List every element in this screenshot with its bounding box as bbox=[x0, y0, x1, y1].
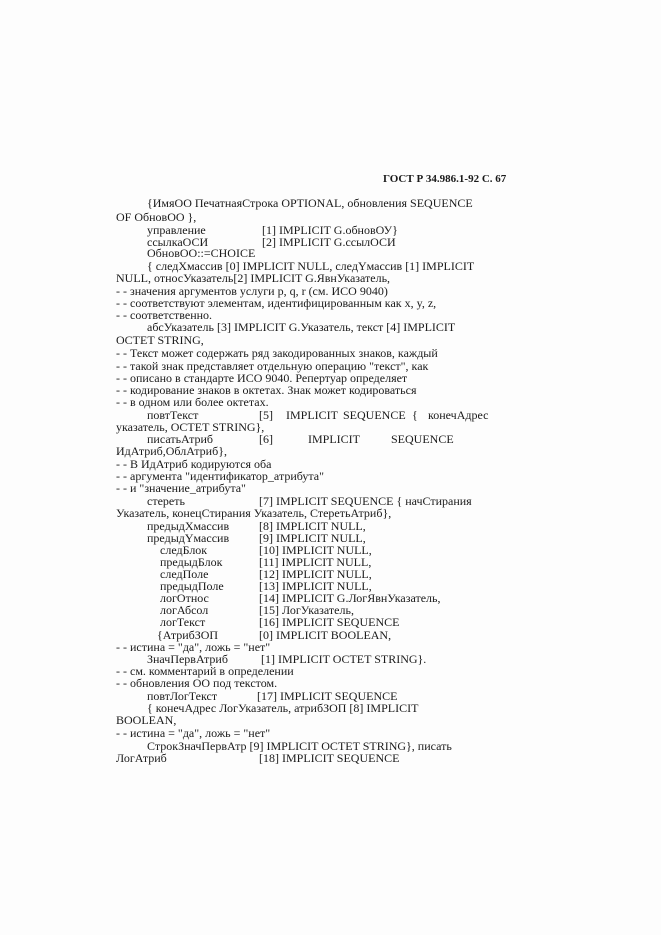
field-definition: [15] ЛогУказатель, bbox=[259, 603, 354, 617]
field-definition: [17] IMPLICIT SEQUENCE bbox=[257, 689, 398, 703]
field-definition: [9] IMPLICIT NULL, bbox=[259, 531, 366, 545]
field-name: повтЛогТекст bbox=[147, 689, 218, 703]
text-line-5: ОбновОО::=CHOICE bbox=[147, 246, 256, 260]
field-name: конечАдрес bbox=[428, 408, 489, 422]
text-line-2: OF ОбновОО }, bbox=[116, 210, 197, 224]
text-line-35 bbox=[160, 615, 400, 629]
field-name: следБлок bbox=[160, 543, 208, 557]
field-name: логОтнос bbox=[160, 591, 209, 605]
text-line-7: NULL, относУказатель[2] IMPLICIT G.ЯвнУказатель, bbox=[116, 271, 391, 285]
field-definition: [11] IMPLICIT NULL, bbox=[259, 555, 372, 569]
field-name: ЗначПервАтриб bbox=[147, 652, 228, 666]
comment-line: - - истина = "да", ложь = "нет" bbox=[116, 640, 271, 654]
field-definition: [1] IMPLICIT G.обновОУ} bbox=[262, 223, 398, 237]
field-name: предыдПоле bbox=[160, 579, 224, 593]
text-line-46 bbox=[116, 751, 400, 765]
field-definition: [18] IMPLICIT SEQUENCE bbox=[259, 751, 400, 765]
field-definition: [7] IMPLICIT SEQUENCE { начСтирания bbox=[259, 494, 472, 508]
field-definition: [0] IMPLICIT BOOLEAN, bbox=[259, 628, 392, 642]
field-definition: [8] IMPLICIT NULL, bbox=[259, 519, 366, 533]
field-name: ЛогАтриб bbox=[116, 751, 167, 765]
comment-line: - - соответственно. bbox=[116, 308, 213, 322]
text-line-11: абсУказатель [3] IMPLICIT G.Указатель, текст [4] IMPLICIT bbox=[147, 320, 456, 334]
comment-line: - - и "значение_атрибута" bbox=[116, 481, 246, 495]
comment-line: - - обновления ОО под текстом. bbox=[116, 676, 278, 690]
text-line-12: OCTET STRING, bbox=[116, 333, 204, 347]
text-line-19: указатель, OCTET STRING}, bbox=[116, 420, 265, 434]
field-definition: [14] IMPLICIT G.ЛогЯвнУказатель, bbox=[259, 591, 441, 605]
keyword: IMPLICIT bbox=[308, 432, 360, 446]
field-name: следПоле bbox=[160, 567, 209, 581]
text-line-6: { следХмассив [0] IMPLICIT NULL, следYмассив [1] IMPLICIT bbox=[147, 259, 475, 273]
text-line-43: BOOLEAN, bbox=[116, 713, 177, 727]
keyword: SEQUENCE bbox=[391, 432, 454, 446]
comment-line: - - значения аргументов услуги p, q, r (см. ИСО 9040) bbox=[116, 284, 388, 298]
comment-line: - - истина = "да", ложь = "нет" bbox=[116, 726, 271, 740]
text-line-42: { конечАдрес ЛогУказатель, атрибЗОП [8] IMPLICIT bbox=[147, 701, 419, 715]
comment-line: - - Текст может содержать ряд закодированных знаков, каждый bbox=[116, 346, 438, 360]
text-line-21: ИдАтриб,ОблАтриб}, bbox=[116, 444, 227, 458]
comment-line: - - в одном или более октетах. bbox=[116, 395, 269, 409]
field-name: предыдХмассив bbox=[147, 519, 230, 533]
field-name: стереть bbox=[147, 494, 185, 508]
field-name: повтТекст bbox=[147, 408, 199, 422]
text-line-26: Указатель, конецСтирания Указатель, СтеретьАтриб}, bbox=[116, 506, 392, 520]
field-name: писатьАтриб bbox=[147, 432, 214, 446]
field-definition: [1] IMPLICIT OCTET STRING}. bbox=[261, 652, 427, 666]
comment-line: - - В ИдАтриб кодируются оба bbox=[116, 457, 272, 471]
field-name: {АтрибЗОП bbox=[157, 628, 219, 642]
text-line-45: СтрокЗначПервАтр [9] IMPLICIT OCTET STRING}, писать bbox=[147, 739, 452, 753]
text-line-1: {ИмяОО ПечатнаяСтрока OPTIONAL, обновления SEQUENCE bbox=[147, 196, 473, 210]
running-header: ГОСТ Р 34.986.1-92 С. 67 bbox=[383, 173, 507, 185]
keyword: IMPLICIT bbox=[286, 408, 338, 422]
field-name: управление bbox=[147, 223, 206, 237]
tag-number: [6] bbox=[259, 432, 273, 446]
field-definition: [16] IMPLICIT SEQUENCE bbox=[259, 615, 400, 629]
field-definition: [10] IMPLICIT NULL, bbox=[259, 543, 372, 557]
comment-line: - - аргумента "идентификатор_атрибута" bbox=[116, 469, 325, 483]
keyword: SEQUENCE bbox=[343, 408, 406, 422]
field-name: предыдБлок bbox=[160, 555, 223, 569]
field-name: ссылкаОСИ bbox=[147, 235, 209, 249]
field-name: логАбсол bbox=[160, 603, 209, 617]
comment-line: - - кодирование знаков в октетах. Знак может кодироваться bbox=[116, 383, 417, 397]
field-name: логТекст bbox=[160, 615, 206, 629]
field-name: предыдYмассив bbox=[147, 531, 230, 545]
comment-line: - - такой знак представляет отдельную операцию "текст", как bbox=[116, 359, 429, 373]
comment-line: - - см. комментарий в определении bbox=[116, 664, 294, 678]
field-definition: [12] IMPLICIT NULL, bbox=[259, 567, 372, 581]
brace: { bbox=[412, 408, 418, 422]
tag-number: [5] bbox=[259, 408, 273, 422]
field-definition: [13] IMPLICIT NULL, bbox=[259, 579, 372, 593]
comment-line: - - соответствуют элементам, идентифицированным как x, y, z, bbox=[116, 296, 437, 310]
field-definition: [2] IMPLICIT G.ссылОСИ bbox=[262, 235, 396, 249]
comment-line: - - описано в стандарте ИСО 9040. Репертуар определяет bbox=[116, 371, 408, 385]
